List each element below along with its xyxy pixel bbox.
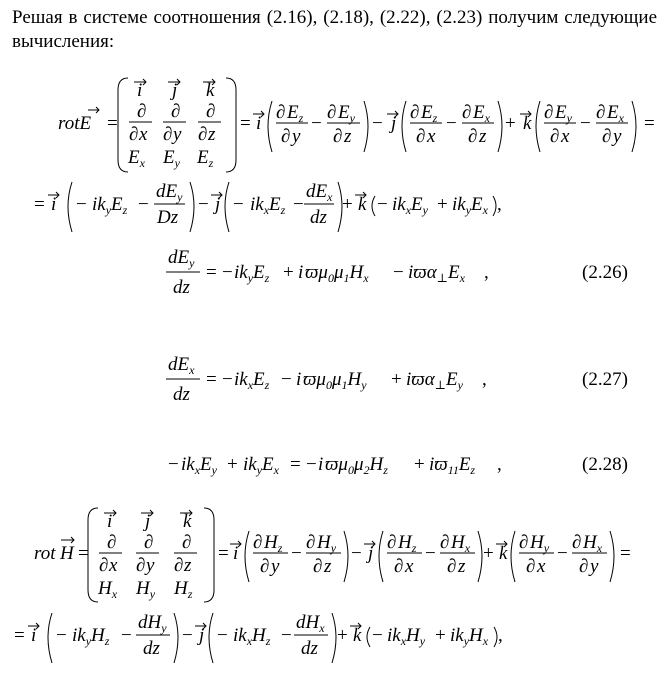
svg-text:−: −	[351, 543, 362, 564]
matrix-bracket-right	[226, 78, 236, 172]
svg-text:dHx: $dH_x$	[296, 612, 325, 635]
svg-text:Hy: $H_y$	[317, 532, 337, 555]
svg-text:−: −	[217, 625, 228, 646]
svg-text:=: =	[34, 194, 45, 215]
svg-text:Ey: $E_y$	[338, 102, 355, 125]
svg-text:−: −	[306, 454, 317, 475]
svg-text:+: +	[414, 454, 425, 475]
intro-paragraph: Решая в системе соотношения (2.16), (2.18), (2.22), (2.23) получим следующие вычисления:	[12, 7, 657, 52]
svg-text:j: j	[199, 625, 205, 646]
matrix-bracket-left	[88, 508, 98, 602]
svg-text:∂: ∂	[276, 102, 286, 123]
svg-text:Hy: $H_y$	[530, 532, 550, 555]
svg-text:∂: ∂	[416, 126, 426, 147]
svg-text:i: i	[107, 511, 113, 532]
svg-text:−: −	[182, 625, 193, 646]
svg-text:ikxHz: $ik_xH_z$	[233, 625, 271, 648]
svg-text:∂: ∂	[281, 126, 291, 147]
svg-text:∂: ∂	[519, 532, 529, 553]
svg-text:∂: ∂	[253, 532, 263, 553]
svg-text:+: +	[437, 194, 448, 215]
svg-text:Ey: $E_y$	[163, 147, 180, 170]
svg-text:dz: dz	[310, 207, 327, 228]
svg-text:ikyEz: $ik_yE_z$	[234, 262, 270, 285]
svg-text:ikyEx: $ik_yE_x$	[243, 454, 279, 477]
svg-text:x: x	[139, 124, 148, 145]
svg-text:H: H	[60, 543, 74, 564]
svg-text:z: z	[458, 556, 466, 577]
svg-text:y: y	[173, 124, 182, 145]
svg-text:y: y	[271, 556, 280, 577]
svg-text:Hy: $H_y$	[136, 578, 156, 601]
svg-text:∂: ∂	[107, 532, 117, 553]
svg-text:rot: rot	[34, 543, 56, 564]
svg-text:−: −	[222, 369, 233, 390]
svg-text:−: −	[377, 194, 388, 215]
equation-number: (2.28)	[582, 454, 628, 475]
svg-text:−: −	[222, 262, 233, 283]
svg-text:=: =	[206, 369, 217, 390]
svg-text:∂: ∂	[174, 555, 184, 576]
svg-text:∂: ∂	[579, 556, 589, 577]
svg-text:+: +	[283, 262, 294, 283]
svg-text:j: j	[368, 543, 374, 564]
svg-text:=: =	[290, 454, 301, 475]
svg-text:−: −	[168, 454, 179, 475]
svg-text:ikxEy: $ik_xE_y$	[181, 454, 217, 477]
svg-text:ϖμ0μ1Hy: $ϖ\mu_0\mu_1H_y$	[303, 369, 367, 392]
svg-text:y: y	[292, 126, 301, 147]
svg-text:∂: ∂	[99, 555, 109, 576]
svg-text:=: =	[78, 543, 89, 564]
svg-text:z: z	[344, 126, 352, 147]
svg-text:=: =	[206, 262, 217, 283]
svg-text:Ez: $E_z$	[197, 147, 214, 170]
svg-text:k: k	[358, 194, 367, 215]
svg-text:ϖμ0μ1Hx: $ϖ\mu_0\mu_1H_x$	[305, 262, 369, 285]
rot-e-equation	[58, 78, 655, 172]
svg-text:i: i	[296, 369, 302, 390]
svg-text:+: +	[391, 369, 402, 390]
svg-text:j: j	[145, 511, 151, 532]
svg-text:∂: ∂	[526, 556, 536, 577]
svg-text:k: k	[499, 543, 508, 564]
svg-text:=: =	[218, 543, 229, 564]
svg-text:−: −	[138, 194, 149, 215]
svg-text:j: j	[172, 80, 178, 101]
svg-text:ϖμ0μ2Hz: $ϖ\mu_0\mu_2H_z$	[325, 454, 388, 477]
svg-text:−: −	[281, 625, 292, 646]
svg-text:dz: dz	[143, 638, 160, 659]
svg-text:∂: ∂	[387, 532, 397, 553]
svg-text:z: z	[479, 126, 487, 147]
svg-text:ikyHz: $ik_yH_z$	[72, 625, 110, 648]
svg-text:k: k	[353, 625, 362, 646]
svg-text:∂: ∂	[163, 124, 173, 145]
svg-text:∂: ∂	[410, 102, 420, 123]
svg-text:−: −	[580, 113, 591, 134]
svg-text:ikxEz: $ik_xE_z$	[250, 194, 286, 217]
svg-text:∂: ∂	[440, 532, 450, 553]
rot-h-expanded	[14, 612, 503, 663]
svg-text:dHy: $dH_y$	[138, 612, 167, 635]
svg-text:x: x	[537, 556, 546, 577]
svg-text:−: −	[311, 113, 322, 134]
svg-text:−: −	[56, 625, 67, 646]
rot-h-equation	[34, 508, 631, 602]
svg-text:x: x	[109, 555, 118, 576]
matrix-bracket-left	[118, 78, 128, 172]
svg-text:∂: ∂	[327, 102, 337, 123]
svg-text:x: x	[427, 126, 436, 147]
svg-text:∂: ∂	[462, 102, 472, 123]
svg-text:i: i	[51, 194, 57, 215]
svg-text:+: +	[342, 194, 353, 215]
svg-text:i: i	[137, 80, 143, 101]
svg-text:∂: ∂	[136, 555, 146, 576]
svg-text:Hx: $H_x$	[583, 532, 603, 555]
svg-text:i: i	[233, 543, 239, 564]
svg-text:∂: ∂	[306, 532, 316, 553]
svg-text:dz: dz	[173, 384, 190, 405]
svg-text:−: −	[281, 369, 292, 390]
svg-text:∂: ∂	[144, 532, 154, 553]
svg-text:iϖα⊥Ex: $iϖ\alpha_\perp E_x$	[408, 262, 465, 285]
svg-text:−: −	[425, 543, 436, 564]
svg-text:+: +	[483, 543, 494, 564]
svg-text:y: y	[146, 555, 155, 576]
svg-text:Hz: $H_z$	[174, 578, 193, 601]
rot-e-expanded	[34, 181, 502, 232]
svg-text:i: i	[298, 262, 304, 283]
svg-text:∂: ∂	[182, 532, 192, 553]
svg-text:−: −	[372, 113, 383, 134]
svg-text:Hx: $H_x$	[451, 532, 471, 555]
svg-text:ikxHy: $ik_xH_y$	[387, 625, 426, 648]
svg-text:dz: dz	[301, 638, 318, 659]
svg-text:=: =	[644, 113, 655, 134]
equation-number: (2.26)	[582, 262, 628, 283]
svg-text:−: −	[372, 625, 383, 646]
svg-text:−: −	[446, 113, 457, 134]
svg-text:∂: ∂	[602, 126, 612, 147]
svg-text:x: x	[405, 556, 414, 577]
svg-text:,: ,	[484, 262, 489, 283]
svg-text:i: i	[256, 113, 262, 134]
svg-text:−: −	[393, 262, 404, 283]
svg-text:iϖα⊥Ey: $iϖ\alpha_\perp E_y$	[406, 369, 463, 392]
svg-text:+: +	[505, 113, 516, 134]
svg-text:dz: dz	[173, 277, 190, 298]
svg-text:=: =	[14, 625, 25, 646]
svg-text:∂: ∂	[572, 532, 582, 553]
svg-text:Ex: $E_x$	[128, 147, 145, 170]
svg-text:+: +	[435, 625, 446, 646]
svg-text:ikyEx: $ik_yE_x$	[452, 194, 488, 217]
svg-text:∂: ∂	[171, 101, 181, 122]
svg-text:i: i	[31, 625, 37, 646]
equation-2-26	[166, 247, 628, 298]
svg-text:∂: ∂	[596, 102, 606, 123]
svg-text:−: −	[557, 543, 568, 564]
svg-text:∂: ∂	[468, 126, 478, 147]
equation-2-27	[166, 354, 628, 405]
svg-text:−: −	[291, 543, 302, 564]
svg-text:dEy: $dE_y$	[156, 181, 183, 204]
svg-text:Hx: $H_x$	[98, 578, 118, 601]
svg-text:y: y	[590, 556, 599, 577]
svg-text:Ez: $E_z$	[421, 102, 438, 125]
svg-text:∂: ∂	[206, 101, 216, 122]
svg-text:+: +	[227, 454, 238, 475]
svg-text:Ex: $E_x$	[607, 102, 624, 125]
svg-text:Dz: Dz	[157, 207, 179, 228]
svg-text:ikxEy: $ik_xE_y$	[392, 194, 428, 217]
svg-text:dEx: $dE_x$	[306, 181, 333, 204]
svg-text:Ex: $E_x$	[473, 102, 490, 125]
svg-text:∂: ∂	[333, 126, 343, 147]
svg-text:z: z	[184, 555, 192, 576]
svg-text:dEy: $dE_y$	[168, 247, 195, 270]
svg-text:Hz: $H_z$	[398, 532, 417, 555]
svg-text:,: ,	[482, 369, 487, 390]
svg-text:dEx: $dE_x$	[168, 354, 195, 377]
matrix-bracket-right	[204, 508, 214, 602]
svg-text:=: =	[107, 113, 118, 134]
svg-text:∂: ∂	[129, 124, 139, 145]
svg-text:∂: ∂	[313, 556, 323, 577]
svg-text:j: j	[391, 113, 397, 134]
svg-text:i: i	[318, 454, 324, 475]
svg-text:−: −	[76, 194, 87, 215]
svg-text:∂: ∂	[544, 102, 554, 123]
svg-text:−: −	[198, 194, 209, 215]
svg-text:∂: ∂	[198, 124, 208, 145]
svg-text:+: +	[337, 625, 348, 646]
svg-text:j: j	[215, 194, 221, 215]
svg-text:iϖ11Ez: $iϖ_{11}E_z$	[429, 454, 476, 477]
svg-text:ikxEz: $ik_xE_z$	[234, 369, 270, 392]
svg-text:−: −	[233, 194, 244, 215]
svg-text:−: −	[121, 625, 132, 646]
svg-text:∂: ∂	[394, 556, 404, 577]
svg-text:k: k	[523, 113, 532, 134]
rot-e-label: rotE	[58, 113, 92, 134]
svg-text:=: =	[620, 543, 631, 564]
svg-text:Hz: $H_z$	[264, 532, 283, 555]
svg-text:z: z	[324, 556, 332, 577]
svg-text:−: −	[293, 194, 304, 215]
svg-text:z: z	[208, 124, 216, 145]
svg-text:ikyEz: $ik_yE_z$	[92, 194, 128, 217]
svg-text:∂: ∂	[447, 556, 457, 577]
svg-text:=: =	[240, 113, 251, 134]
svg-text:x: x	[561, 126, 570, 147]
svg-text:Ey: $E_y$	[555, 102, 572, 125]
svg-text:y: y	[613, 126, 622, 147]
equation-2-28	[168, 454, 628, 477]
svg-text:ikyHx: $ik_yH_x$	[450, 625, 489, 648]
svg-text:∂: ∂	[550, 126, 560, 147]
svg-text:,: ,	[497, 454, 502, 475]
svg-text:∂: ∂	[260, 556, 270, 577]
svg-text:,: ,	[497, 194, 502, 215]
svg-text:Ez: $E_z$	[287, 102, 304, 125]
svg-text:∂: ∂	[137, 101, 147, 122]
svg-text:k: k	[183, 511, 192, 532]
equation-number: (2.27)	[582, 369, 628, 390]
svg-text:,: ,	[498, 625, 503, 646]
svg-text:k: k	[206, 80, 215, 101]
